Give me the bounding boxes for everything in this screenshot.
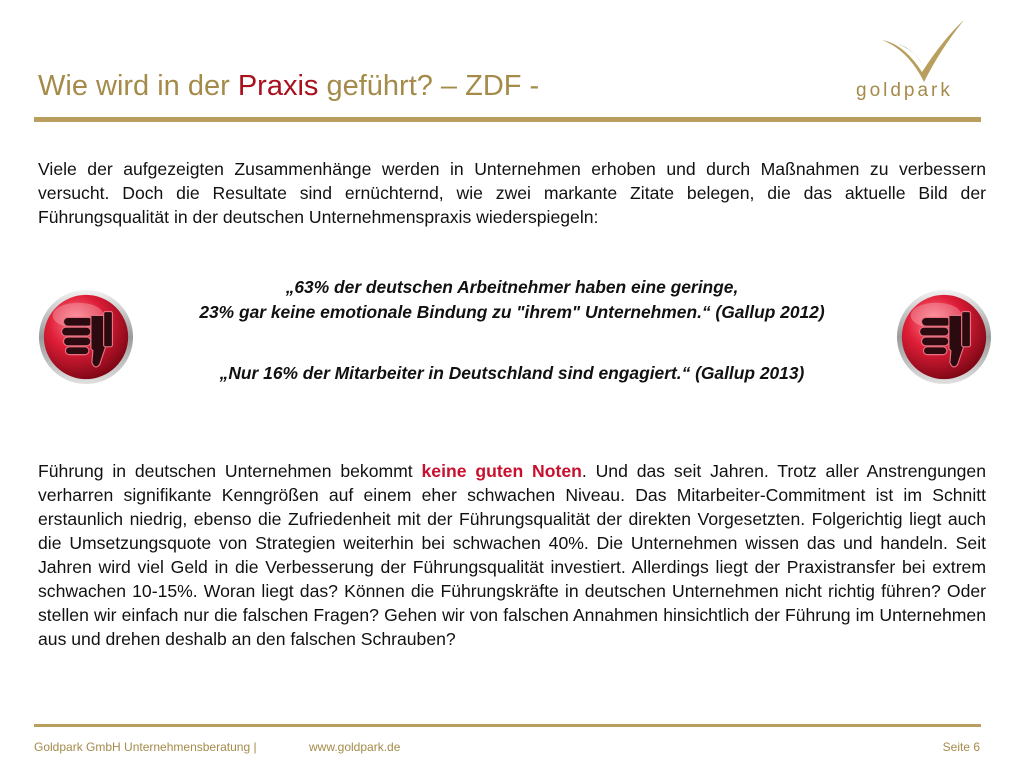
body-text-rest: . Und das seit Jahren. Trotz aller Anstrengungen verharren signifikante Kenngrößen auf einem eher schwachen Niveau. Das Mitarbeiter-Commitment ist im Schnitt erstaunlich niedrig, ebenso die Zufriedenheit mit der Führungsqualität der direkten Vorgesetzten. Folgerichtig liegt auch die Umsetzungsquote von Strategien weiterhin bei schwachen 40%. Die Unternehmen wissen das und handeln. Seit Jahren wird viel Geld in die Verbesserung der Führungsqualität investiert. Allerdings liegt der Praxistransfer bei extrem schwachen 10-15%. Woran liegt das? Können die Führungskräfte in deutschen Unternehmen nicht richtig führen? Oder stellen wir einfach nur die falschen Fragen? Gehen wir von falschen Annahmen hinsichtlich der Führung im Unternehmen aus und drehen deshalb an den falschen Schrauben? <box>38 461 986 649</box>
body-highlight: keine guten Noten <box>421 461 582 481</box>
footer-website-link[interactable]: www.goldpark.de <box>309 740 401 754</box>
header-divider <box>34 117 981 122</box>
quote-gallup-2013: „Nur 16% der Mitarbeiter in Deutschland sind engagiert.“ (Gallup 2013) <box>219 363 805 383</box>
logo-wordmark: goldpark <box>856 80 953 101</box>
title-part-1: Wie wird in der <box>38 70 238 102</box>
footer-divider <box>34 724 981 727</box>
quote-gallup-2012 <box>130 275 894 325</box>
body-text-start: Führung in deutschen Unternehmen bekommt <box>38 461 422 481</box>
title-accent: Praxis <box>237 70 319 102</box>
thumbs-down-icon <box>37 288 135 386</box>
title-part-2: geführt? – ZDF - <box>318 70 540 102</box>
slide-title <box>38 70 539 103</box>
quote-line-2: 23% gar keine emotionale Bindung zu "ihrem" Unternehmen.“ (Gallup 2012) <box>199 302 825 322</box>
body-paragraph <box>38 459 986 651</box>
thumbs-down-icon <box>895 288 993 386</box>
footer-company: Goldpark GmbH Unternehmensberatung | <box>34 740 257 754</box>
quote-line-1: „63% der deutschen Arbeitnehmer haben eine geringe, <box>285 277 739 297</box>
intro-paragraph: Viele der aufgezeigten Zusammenhänge werden in Unternehmen erhoben und durch Maßnahmen zu verbessern versucht. Doch die Resultate sind ernüchternd, wie zwei markante Zitate belegen, die das aktuelle Bild der Führungsqualität in der deutschen Unternehmenspraxis wiederspiegeln: <box>38 159 986 227</box>
footer-page-number: Seite 6 <box>942 740 980 754</box>
